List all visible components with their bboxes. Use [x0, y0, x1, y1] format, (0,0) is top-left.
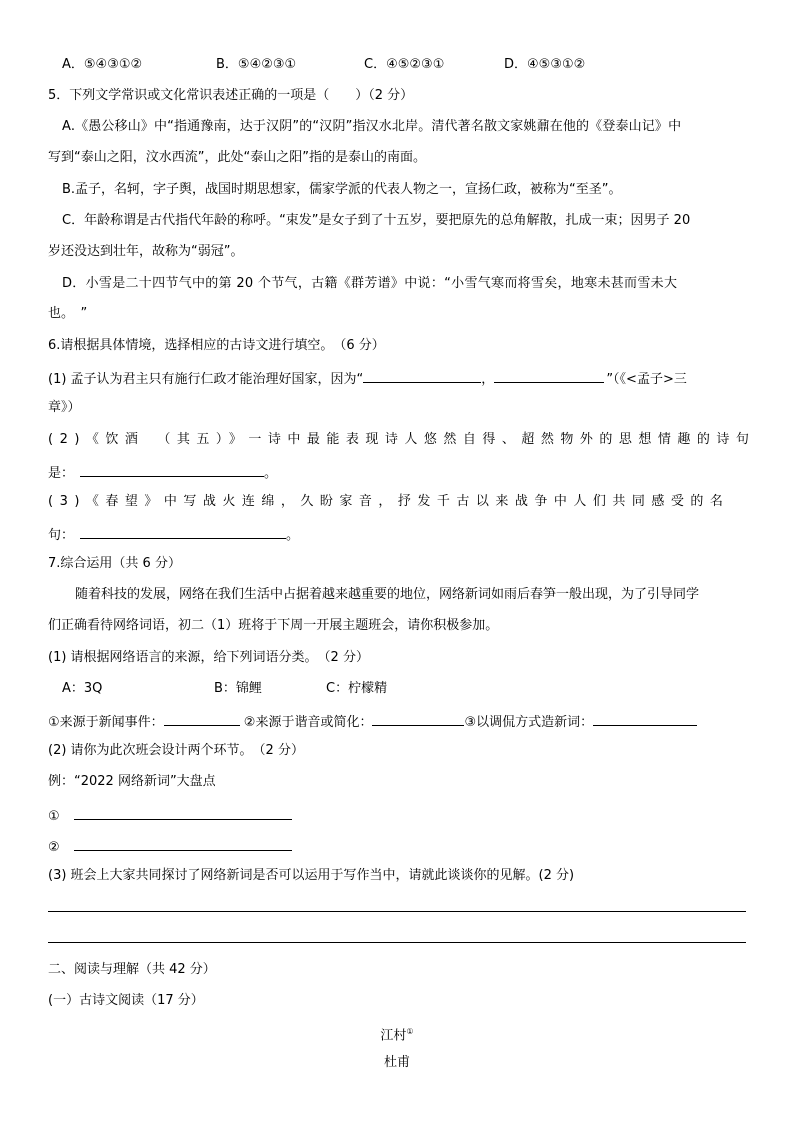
q6-part1: [48, 368, 748, 389]
q7-category-1-blank[interactable]: [164, 711, 240, 726]
q7-categories: [48, 711, 748, 732]
q5-stem: 5．下列文学常识或文化常识表述正确的一项是（ ）（2 分）: [48, 88, 414, 103]
q7-activity-1-blank[interactable]: [74, 805, 292, 820]
q7-category-3-blank[interactable]: [593, 711, 697, 726]
q5-option-d-line2: 也。 ”: [48, 306, 88, 321]
poem-title: [0, 1023, 794, 1045]
q6-part2: (2)《饮酒 （其五）》一诗中最能表现诗人悠然自得、超然物外的思想情趣的诗句: [48, 432, 756, 447]
q7-sub1: (1) 请根据网络语言的来源，给下列词语分类。 （2 分）: [48, 650, 369, 665]
q5-option-c-line1: C．年龄称谓是古代指代年龄的称呼。“束发”是女子到了十五岁，要把原先的总角解散，扎成一束；因男子 20: [62, 213, 691, 228]
q4-option-a: A．⑤④③①②: [62, 57, 143, 72]
poem-title-text: 江村: [380, 1028, 407, 1044]
q7-activity-1-marker: ①: [48, 809, 60, 824]
q6-part3-label: 句：: [48, 528, 75, 543]
q7-answer-line-2[interactable]: [48, 942, 746, 943]
q5-option-b: B.孟子，名轲，字子舆，战国时期思想家，儒家学派的代表人物之一，宣扬仁政，被称为“至圣”。: [62, 182, 622, 197]
q7-answer-line-1[interactable]: [48, 911, 746, 912]
q6-part1-source: ”（《<孟子>三: [606, 372, 687, 387]
q5-option-a-line1: A.《愚公移山》中“指通豫南，达于汉阴”的“汉阴”指汉水北岸。清代著名散文家姚鼐在他的《登泰山记》中: [62, 119, 682, 134]
q6-part1-end: 章》）: [48, 400, 81, 415]
q6-blank-3[interactable]: [80, 462, 264, 477]
section2-title: 二、阅读与理解（共 42 分）: [48, 962, 216, 977]
q6-blank-2[interactable]: [494, 368, 604, 383]
q6-part3-period: 。: [286, 528, 300, 543]
poem-author: 杜甫: [383, 1055, 410, 1070]
q7-sub2: (2) 请你为此次班会设计两个环节。 （2 分）: [48, 743, 304, 758]
q7-paragraph-line1: 随着科技的发展，网络在我们生活中占据着越来越重要的地位，网络新词如雨后春笋一般出现，为了引导同学: [75, 587, 700, 602]
q4-option-c: C．④⑤②③①: [364, 57, 445, 72]
q5-option-d-line1: D．小雪是二十四节气中的第 20 个节气，古籍《群芳谱》中说：“小雪气寒而将雪矣，地寒未甚而雪未大: [62, 276, 678, 291]
q7-category-2-blank[interactable]: [372, 711, 464, 726]
q6-stem: 6.请根据具体情境，选择相应的古诗文进行填空。 （6 分）: [48, 338, 385, 353]
q5-option-c-line2: 岁还没达到壮年，故称为“弱冠”。: [48, 244, 244, 259]
q7-option-c: C：柠檬精: [326, 681, 388, 696]
q4-option-b: B．⑤④②③①: [216, 57, 297, 72]
q7-option-a: A：3Q: [62, 681, 103, 696]
q6-part1-comma: ，: [481, 372, 495, 387]
q6-blank-4[interactable]: [80, 524, 286, 539]
q6-part2-answer: [48, 462, 748, 483]
q7-category-1-label: ①来源于新闻事件：: [48, 715, 164, 730]
q6-blank-1[interactable]: [363, 368, 481, 383]
q7-example: 例：“2022 网络新词”大盘点: [48, 774, 216, 789]
q4-option-d: D．④⑤③①②: [504, 57, 586, 72]
q7-category-2-label: ②来源于谐音或简化：: [243, 715, 373, 730]
q6-part2-label: 是：: [48, 466, 75, 481]
q7-activity-2: [48, 836, 748, 857]
q7-stem: 7.综合运用（共 6 分）: [48, 556, 181, 571]
q7-paragraph-line2: 们正确看待网络词语，初二（1）班将于下周一开展主题班会，请你积极参加。: [48, 618, 499, 633]
q7-activity-2-marker: ②: [48, 840, 60, 855]
q7-category-3-label: ③以调侃方式造新词：: [464, 715, 594, 730]
q7-activity-2-blank[interactable]: [74, 836, 292, 851]
q6-part3: (3)《春望》中写战火连绵，久盼家音，抒发千古以来战争中人们共同感受的名: [48, 494, 730, 509]
q7-activity-1: [48, 805, 748, 826]
q6-part3-answer: [48, 524, 748, 545]
q7-option-b: B：锦鲤: [214, 681, 262, 696]
q5-option-a-line2: 写到“泰山之阳，汶水西流”，此处“泰山之阳”指的是泰山的南面。: [48, 150, 426, 165]
q7-sub3: (3) 班会上大家共同探讨了网络新词是否可以运用于写作当中，请就此谈谈你的见解。(2 分): [48, 868, 575, 883]
q6-part1-text: (1) 孟子认为君主只有施行仁政才能治理好国家，因为“: [48, 372, 364, 387]
section2-subtitle: (一）古诗文阅读（17 分）: [48, 993, 204, 1008]
q6-part2-period: 。: [264, 466, 278, 481]
poem-footnote-marker: ①: [406, 1027, 414, 1036]
